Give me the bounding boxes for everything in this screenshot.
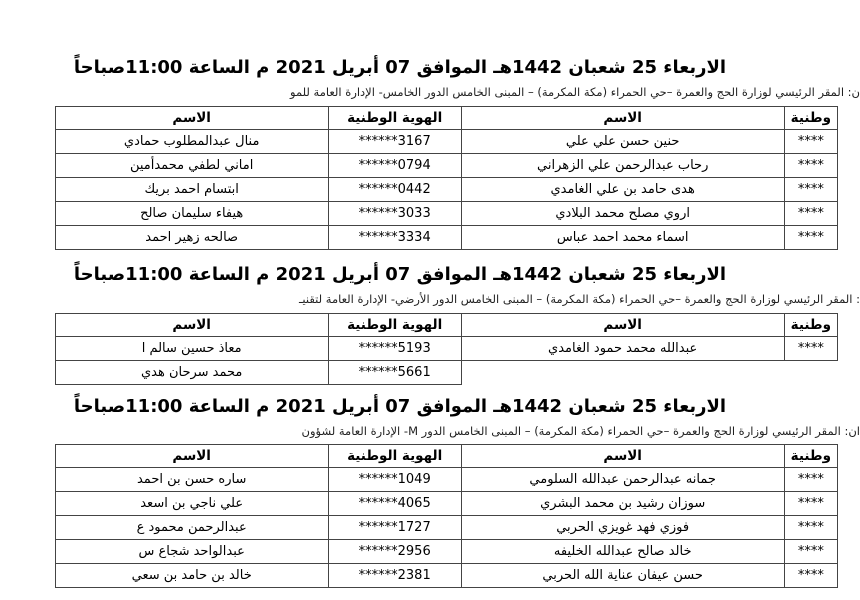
table-row [55, 337, 837, 361]
cell-name-2: خالد بن حامد بن سعي [55, 564, 328, 588]
cell-national-id: 5193****** [328, 337, 461, 361]
section-1-title: الاربعاء 25 شعبان 1442هـ الموافق 07 أبريل 2021 م الساعة 11:00صباحاً [73, 57, 727, 78]
cell-name: سوزان رشيد بن محمد البشري [461, 492, 784, 516]
cell-id-partial: **** [784, 516, 837, 540]
cell-national-id: 0442****** [328, 178, 461, 202]
section-3-subtitle: ان: المقر الرئيسي لوزارة الحج والعمرة –حي الحمراء (مكة المكرمة) – المبنى الخامس الدور M- الإدارة العامة لشؤون [301, 424, 860, 438]
header-national-id: الهوية الوطنية [328, 107, 461, 130]
cell-national-id: 3167****** [328, 130, 461, 154]
cell-name [461, 361, 784, 385]
cell-name-2: عبدالرحمن محمود ع [55, 516, 328, 540]
cell-name-2: اماني لطفي محمدأمين [55, 154, 328, 178]
section-2-subtitle: : المقر الرئيسي لوزارة الحج والعمرة –حي الحمراء (مكة المكرمة) – المبنى الخامس الدور الأرضي- الإدارة العامة لتقنيـ [299, 292, 860, 306]
cell-name: هدى حامد بن علي الغامدي [461, 178, 784, 202]
cell-national-id: 3334****** [328, 226, 461, 250]
cell-id-partial [784, 361, 837, 385]
cell-name: جمانه عبدالرحمن عبدالله السلومي [461, 468, 784, 492]
cell-id-partial: **** [784, 468, 837, 492]
table-row [55, 154, 837, 178]
table-row [55, 361, 837, 385]
header-name: الاسم [461, 445, 784, 468]
cell-national-id: 3033****** [328, 202, 461, 226]
table-row [55, 468, 837, 492]
header-id-partial: وطنية [784, 314, 837, 337]
table-header-row [55, 314, 837, 337]
cell-national-id: 4065****** [328, 492, 461, 516]
cell-name-2: ابتسام احمد بريك [55, 178, 328, 202]
cell-name: فوزي فهد غويزي الحربي [461, 516, 784, 540]
cell-name-2: هيفاء سليمان صالح [55, 202, 328, 226]
cell-id-partial: **** [784, 178, 837, 202]
table-row [55, 202, 837, 226]
cell-name: اسماء محمد احمد عباس [461, 226, 784, 250]
table-row [55, 130, 837, 154]
cell-name-2: صالحه زهير احمد [55, 226, 328, 250]
table-header-row [55, 445, 837, 468]
cell-name-2: معاذ حسين سالم ا [55, 337, 328, 361]
cell-national-id: 1049****** [328, 468, 461, 492]
header-name-2: الاسم [55, 107, 328, 130]
section-2-title: الاربعاء 25 شعبان 1442هـ الموافق 07 أبريل 2021 م الساعة 11:00صباحاً [73, 264, 727, 285]
cell-name: رحاب عبدالرحمن علي الزهراني [461, 154, 784, 178]
header-name: الاسم [461, 314, 784, 337]
section-3-title: الاربعاء 25 شعبان 1442هـ الموافق 07 أبريل 2021 م الساعة 11:00صباحاً [73, 396, 727, 417]
header-national-id: الهوية الوطنية [328, 445, 461, 468]
table-row [55, 492, 837, 516]
cell-name-2: ساره حسن بن احمد [55, 468, 328, 492]
cell-id-partial: **** [784, 226, 837, 250]
section-2-table [55, 313, 838, 385]
table-row [55, 564, 837, 588]
cell-id-partial: **** [784, 130, 837, 154]
cell-national-id: 2956****** [328, 540, 461, 564]
cell-name: اروي مصلح محمد البلادي [461, 202, 784, 226]
cell-name: حسن عيفان عناية الله الحربي [461, 564, 784, 588]
cell-name: خالد صالح عبدالله الخليفه [461, 540, 784, 564]
header-national-id: الهوية الوطنية [328, 314, 461, 337]
cell-id-partial: **** [784, 202, 837, 226]
table-row [55, 226, 837, 250]
cell-name: عبدالله محمد حمود الغامدي [461, 337, 784, 361]
cell-national-id: 2381****** [328, 564, 461, 588]
cell-name-2: علي ناجي بن اسعد [55, 492, 328, 516]
cell-id-partial: **** [784, 337, 837, 361]
table-row [55, 516, 837, 540]
cell-id-partial: **** [784, 492, 837, 516]
cell-name: حنين حسن علي علي [461, 130, 784, 154]
cell-national-id: 5661****** [328, 361, 461, 385]
header-id-partial: وطنية [784, 445, 837, 468]
header-name-2: الاسم [55, 445, 328, 468]
table-row [55, 178, 837, 202]
cell-id-partial: **** [784, 540, 837, 564]
cell-name-2: محمد سرحان هدي [55, 361, 328, 385]
header-id-partial: وطنية [784, 107, 837, 130]
header-name: الاسم [461, 107, 784, 130]
section-1-table [55, 106, 838, 250]
cell-id-partial: **** [784, 564, 837, 588]
section-1-subtitle: ن: المقر الرئيسي لوزارة الحج والعمرة –حي الحمراء (مكة المكرمة) – المبنى الخامس الدور الخامس- الإدارة العامة للمو [290, 85, 860, 99]
table-row [55, 540, 837, 564]
cell-national-id: 1727****** [328, 516, 461, 540]
section-3-table [55, 444, 838, 588]
table-header-row [55, 107, 837, 130]
cell-national-id: 0794****** [328, 154, 461, 178]
header-name-2: الاسم [55, 314, 328, 337]
cell-id-partial: **** [784, 154, 837, 178]
cell-name-2: عبدالواحد شجاع س [55, 540, 328, 564]
cell-name-2: منال عبدالمطلوب حمادي [55, 130, 328, 154]
